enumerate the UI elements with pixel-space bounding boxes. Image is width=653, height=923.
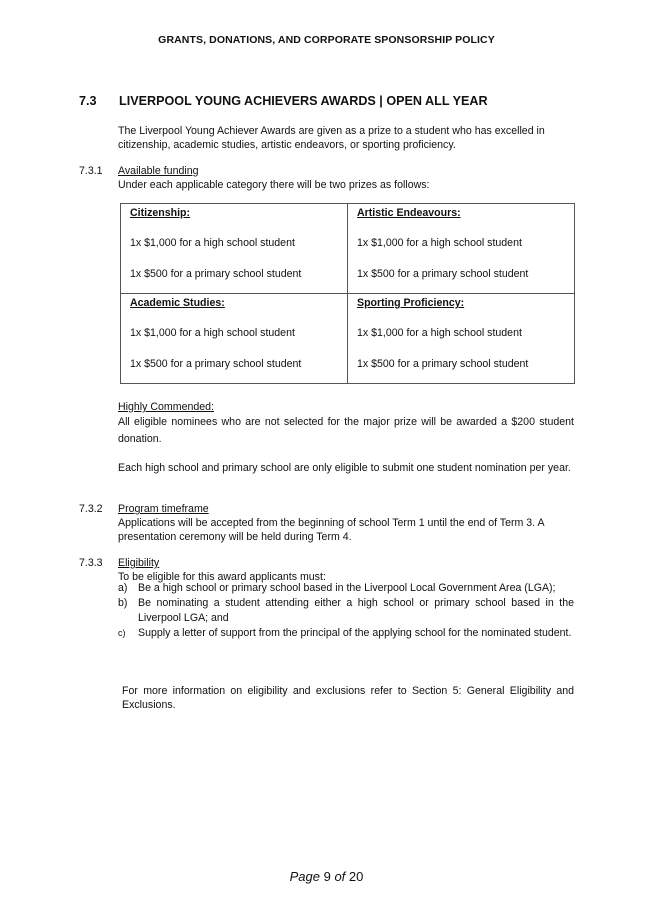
eligibility-number: 7.3.3 [79,557,103,569]
eligibility-heading-block [118,556,574,584]
list-item-text: Supply a letter of support from the principal of the applying school for the nominated student. [138,627,572,639]
list-marker: b) [118,597,128,609]
section-heading: LIVERPOOL YOUNG ACHIEVERS AWARDS | OPEN ALL YEAR [119,94,488,108]
list-item-text: Be nominating a student attending either a high school or primary school based in the Liverpool LGA; and [138,597,574,624]
prize-cell-academic [121,294,348,384]
page-footer [0,869,653,884]
category-name: Sporting Proficiency: [357,297,465,309]
prize-line: 1x $1,000 for a high school student [357,237,522,249]
prize-line: 1x $500 for a primary school student [130,358,302,370]
timeframe-heading: Program timeframe [118,503,209,515]
section-number: 7.3 [79,94,97,108]
table-row [121,204,575,294]
list-item [118,626,574,641]
table-row [121,294,575,384]
total-pages: 20 [348,869,364,884]
commended-heading: Highly Commended: [118,401,214,413]
section-intro: The Liverpool Young Achiever Awards are given as a prize to a student who has excelled in citizenship, academic studies, artistic endeavors, or sporting proficiency. [118,125,545,151]
category-name: Citizenship: [130,207,191,219]
nomination-text: Each high school and primary school are only eligible to submit one student nomination per year. [118,462,571,474]
timeframe-text: Applications will be accepted from the beginning of school Term 1 until the end of Term 3. A presentation ceremony will be held during Term 4. [118,517,544,543]
prize-line: 1x $1,000 for a high school student [130,237,295,249]
funding-intro: Under each applicable category there will be two prizes as follows: [118,179,430,191]
category-name: Artistic Endeavours: [357,207,461,219]
prize-line: 1x $1,000 for a high school student [130,327,295,339]
funding-heading-block [118,164,574,192]
commended-text: All eligible nominees who are not selected for the major prize will be awarded a $200 student donation. [118,416,574,445]
document-header: GRANTS, DONATIONS, AND CORPORATE SPONSORSHIP POLICY [158,34,495,46]
section-title [79,94,488,108]
of-word: of [334,869,346,884]
timeframe-block [118,502,574,544]
prize-line: 1x $1,000 for a high school student [357,327,522,339]
page-number: 9 [323,869,331,884]
timeframe-number: 7.3.2 [79,503,103,515]
prize-line: 1x $500 for a primary school student [357,268,529,280]
list-item-text: Be a high school or primary school based in the Liverpool Local Government Area (LGA); [138,582,556,594]
eligibility-heading: Eligibility [118,557,160,569]
list-item [118,596,574,626]
eligibility-list [118,581,574,641]
prize-table [120,203,575,384]
funding-heading: Available funding [118,165,199,177]
page-word: Page [289,869,320,884]
commended-block [118,400,574,448]
prize-cell-citizenship [121,204,348,294]
list-item [118,581,574,596]
prize-line: 1x $500 for a primary school student [130,268,302,280]
prize-cell-artistic [348,204,575,294]
prize-line: 1x $500 for a primary school student [357,358,529,370]
list-marker: a) [118,582,128,594]
eligibility-intro: To be eligible for this award applicants must: [118,571,326,583]
category-name: Academic Studies: [130,297,225,309]
prize-cell-sporting [348,294,575,384]
list-marker: c) [118,628,126,638]
more-info-text: For more information on eligibility and exclusions refer to Section 5: General Eligibility and Exclusions. [122,685,574,711]
funding-number: 7.3.1 [79,165,103,177]
